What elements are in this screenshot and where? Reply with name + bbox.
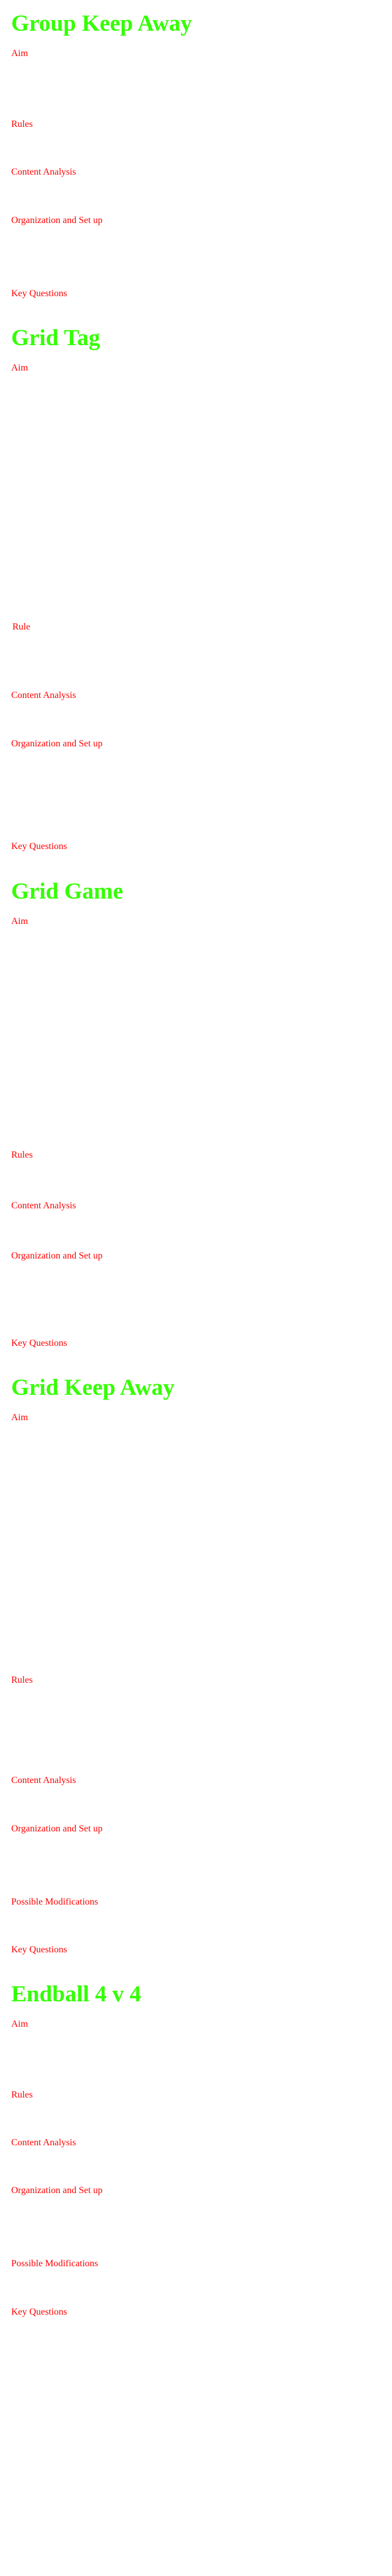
section-title: Grid Tag: [11, 325, 100, 350]
content-analysis-heading: Content Analysis: [11, 1775, 76, 1785]
content-analysis-heading: Content Analysis: [11, 167, 76, 177]
organization-setup-heading: Organization and Set up: [11, 739, 103, 749]
aim-heading: Aim: [11, 916, 28, 926]
aim-heading: Aim: [11, 1412, 28, 1423]
section-title: Endball 4 v 4: [11, 1981, 142, 2007]
content-analysis-heading: Content Analysis: [11, 690, 76, 700]
content-analysis-heading: Content Analysis: [11, 1201, 76, 1211]
key-questions-heading: Key Questions: [11, 841, 67, 851]
key-questions-heading: Key Questions: [11, 1338, 67, 1348]
organization-setup-heading: Organization and Set up: [11, 215, 103, 225]
rule-heading: Rule: [12, 622, 31, 632]
rules-heading: Rules: [11, 2090, 33, 2100]
section-title: Grid Keep Away: [11, 1375, 175, 1400]
possible-modifications-heading: Possible Modifications: [11, 1897, 99, 1907]
section-title: Grid Game: [11, 879, 123, 904]
key-questions-heading: Key Questions: [11, 2307, 67, 2317]
organization-setup-heading: Organization and Set up: [11, 1251, 103, 1261]
rules-heading: Rules: [11, 119, 33, 129]
aim-heading: Aim: [11, 48, 28, 58]
organization-setup-heading: Organization and Set up: [11, 1824, 103, 1834]
rules-heading: Rules: [11, 1675, 33, 1685]
aim-heading: Aim: [11, 2019, 28, 2029]
rules-heading: Rules: [11, 1150, 33, 1160]
possible-modifications-heading: Possible Modifications: [11, 2259, 99, 2269]
section-title: Group Keep Away: [11, 11, 192, 36]
key-questions-heading: Key Questions: [11, 1945, 67, 1955]
organization-setup-heading: Organization and Set up: [11, 2185, 103, 2195]
key-questions-heading: Key Questions: [11, 289, 67, 299]
aim-heading: Aim: [11, 363, 28, 373]
content-analysis-heading: Content Analysis: [11, 2138, 76, 2148]
